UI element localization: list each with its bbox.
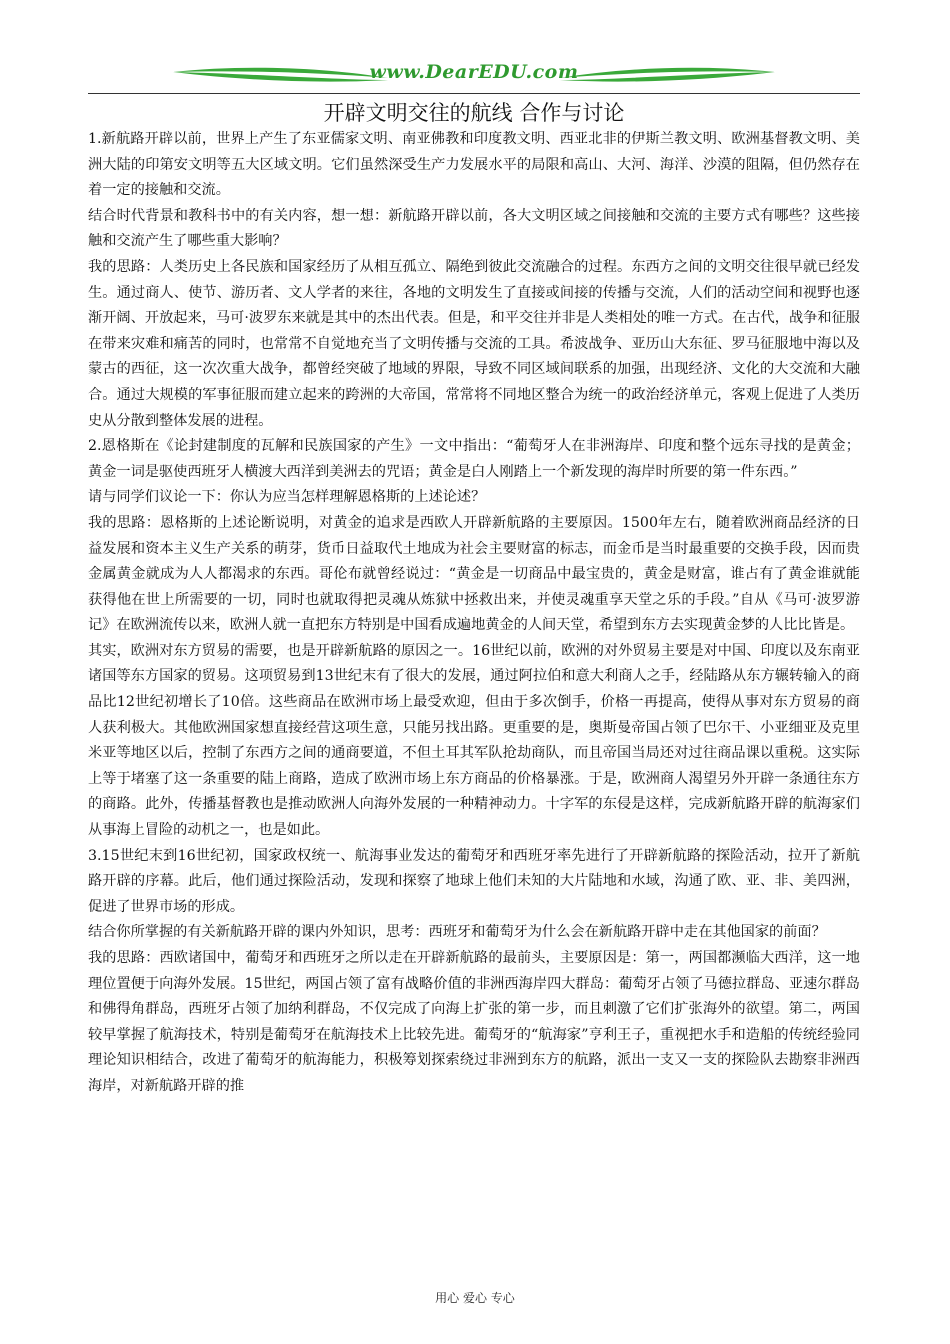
paragraph: 1.新航路开辟以前，世界上产生了东亚儒家文明、南亚佛教和印度教文明、西亚北非的伊斯兰教文明、欧洲基督教文明、美洲大陆的印第安文明等五大区域文明。它们虽然深受生产力发展水平的局限和高山、大河、海洋、沙漠的阻隔，但仍然存在着一定的接触和交流。 <box>88 131 860 199</box>
paragraph: 2.恩格斯在《论封建制度的瓦解和民族国家的产生》一文中指出：“葡萄牙人在非洲海岸、印度和整个远东寻找的是黄金；黄金一词是驱使西班牙人横渡大西洋到美洲去的咒语；黄金是白人刚踏上一个新发现的海岸时所要的第一件东西。” <box>88 438 860 480</box>
article-body <box>88 127 860 1100</box>
paragraph: 请与同学们议论一下：你认为应当怎样理解恩格斯的上述论述？ <box>88 489 486 506</box>
paragraph: 我的思路：西欧诸国中，葡萄牙和西班牙之所以走在开辟新航路的最前头，主要原因是：第一，两国都濒临大西洋，这一地理位置便于向海外发展。15世纪，两国占领了富有战略价值的非洲西海岸四大群岛：葡萄牙占领了马德拉群岛、亚速尔群岛和佛得角群岛，西班牙占领了加纳利群岛，不仅完成了向海上扩张的第一步，而且刺激了它们扩张海外的欲望。第二，两国较早掌握了航海技术，特别是葡萄牙在航海技术上比较先进。葡萄牙的“航海家”亨利王子，重视把水手和造船的传统经验同理论知识相结合，改进了葡萄牙的航海能力，积极筹划探索绕过非洲到东方的航路，派出一支又一支的探险队去勘察非洲西海岸，对新航路开辟的推 <box>88 950 860 1094</box>
paragraph: 3.15世纪末到16世纪初，国家政权统一、航海事业发达的葡萄牙和西班牙率先进行了开辟新航路的探险活动，拉开了新航路开辟的序幕。此后，他们通过探险活动，发现和探察了地球上他们未知的大片陆地和水域，沟通了欧、亚、非、美四洲，促进了世界市场的形成。 <box>88 847 860 915</box>
page-footer: 用心 爱心 专心 <box>435 1291 515 1305</box>
paragraph: 结合时代背景和教科书中的有关内容，想一想：新航路开辟以前，各大文明区域之间接触和交流的主要方式有哪些？这些接触和交流产生了哪些重大影响？ <box>88 207 860 250</box>
paragraph: 我的思路：人类历史上各民族和国家经历了从相互孤立、隔绝到彼此交流融合的过程。东西方之间的文明交往很早就已经发生。通过商人、使节、游历者、文人学者的来往，各地的文明发生了直接或间接的传播与交流，人们的活动空间和视野也逐渐开阔、开放起来，马可·波罗东来就是其中的杰出代表。但是，和平交往并非是人类相处的唯一方式。在古代，战争和征服在带来灾难和痛苦的同时，也常常不自觉地充当了文明传播与交流的工具。希波战争、亚历山大东征、罗马征服地中海以及蒙古的西征，这一次次重大战争，都曾经突破了地域的界限，导致不同区域间联系的加强，出现经济、文化的大交流和大融合。通过大规模的军事征服而建立起来的跨洲的大帝国，常常将不同地区整合为统一的政治经济单元，客观上促进了人类历史从分散到整体发展的进程。 <box>88 258 860 429</box>
header-divider <box>88 93 860 94</box>
site-header <box>88 58 860 94</box>
site-logo[interactable]: www.DearEDU.com <box>369 61 579 83</box>
paragraph: 我的思路：恩格斯的上述论断说明，对黄金的追求是西欧人开辟新航路的主要原因。1500年左右，随着欧洲商品经济的日益发展和资本主义生产关系的萌芽，货币日益取代土地成为社会主要财富的标志，而金币是当时最重要的交换手段，因而贵金属黄金就成为人人都渴求的东西。哥伦布就曾经说过：“黄金是一切商品中最宝贵的，黄金是财富，谁占有了黄金谁就能获得他在世上所需要的一切，同时也就取得把灵魂从炼狱中拯救出来，并使灵魂重享天堂之乐的手段。”自从《马可·波罗游记》在欧洲流传以来，欧洲人就一直把东方特别是中国看成遍地黄金的人间天堂，希望到东方去实现黄金梦的人比比皆是。 <box>88 514 860 634</box>
page-title: 开辟文明交往的航线 合作与讨论 <box>323 101 625 125</box>
paragraph: 其实，欧洲对东方贸易的需要，也是开辟新航路的原因之一。16世纪以前，欧洲的对外贸易主要是对中国、印度以及东南亚诸国等东方国家的贸易。这项贸易到13世纪末有了很大的发展，通过阿拉伯和意大利商人之手，经陆路从东方辗转输入的商品比12世纪初增长了10倍。这些商品在欧洲市场上最受欢迎，但由于多次倒手，价格一再提高，使得从事对东方贸易的商人获利极大。其他欧洲国家想直接经营这项生意，只能另找出路。更重要的是，奥斯曼帝国占领了巴尔干、小亚细亚及克里米亚等地区以后，控制了东西方之间的通商要道，不但土耳其军队抢劫商队，而且帝国当局还对过往商品课以重税。这实际上等于堵塞了这一条重要的陆上商路，造成了欧洲市场上东方商品的价格暴涨。于是，欧洲商人渴望另外开辟一条通往东方的商路。此外，传播基督教也是推动欧洲人向海外发展的一种精神动力。十字军的东侵是这样，完成新航路开辟的航海家们从事海上冒险的动机之一，也是如此。 <box>88 642 860 839</box>
paragraph: 结合你所掌握的有关新航路开辟的课内外知识，思考：西班牙和葡萄牙为什么会在新航路开辟中走在其他国家的前面？ <box>88 924 826 941</box>
